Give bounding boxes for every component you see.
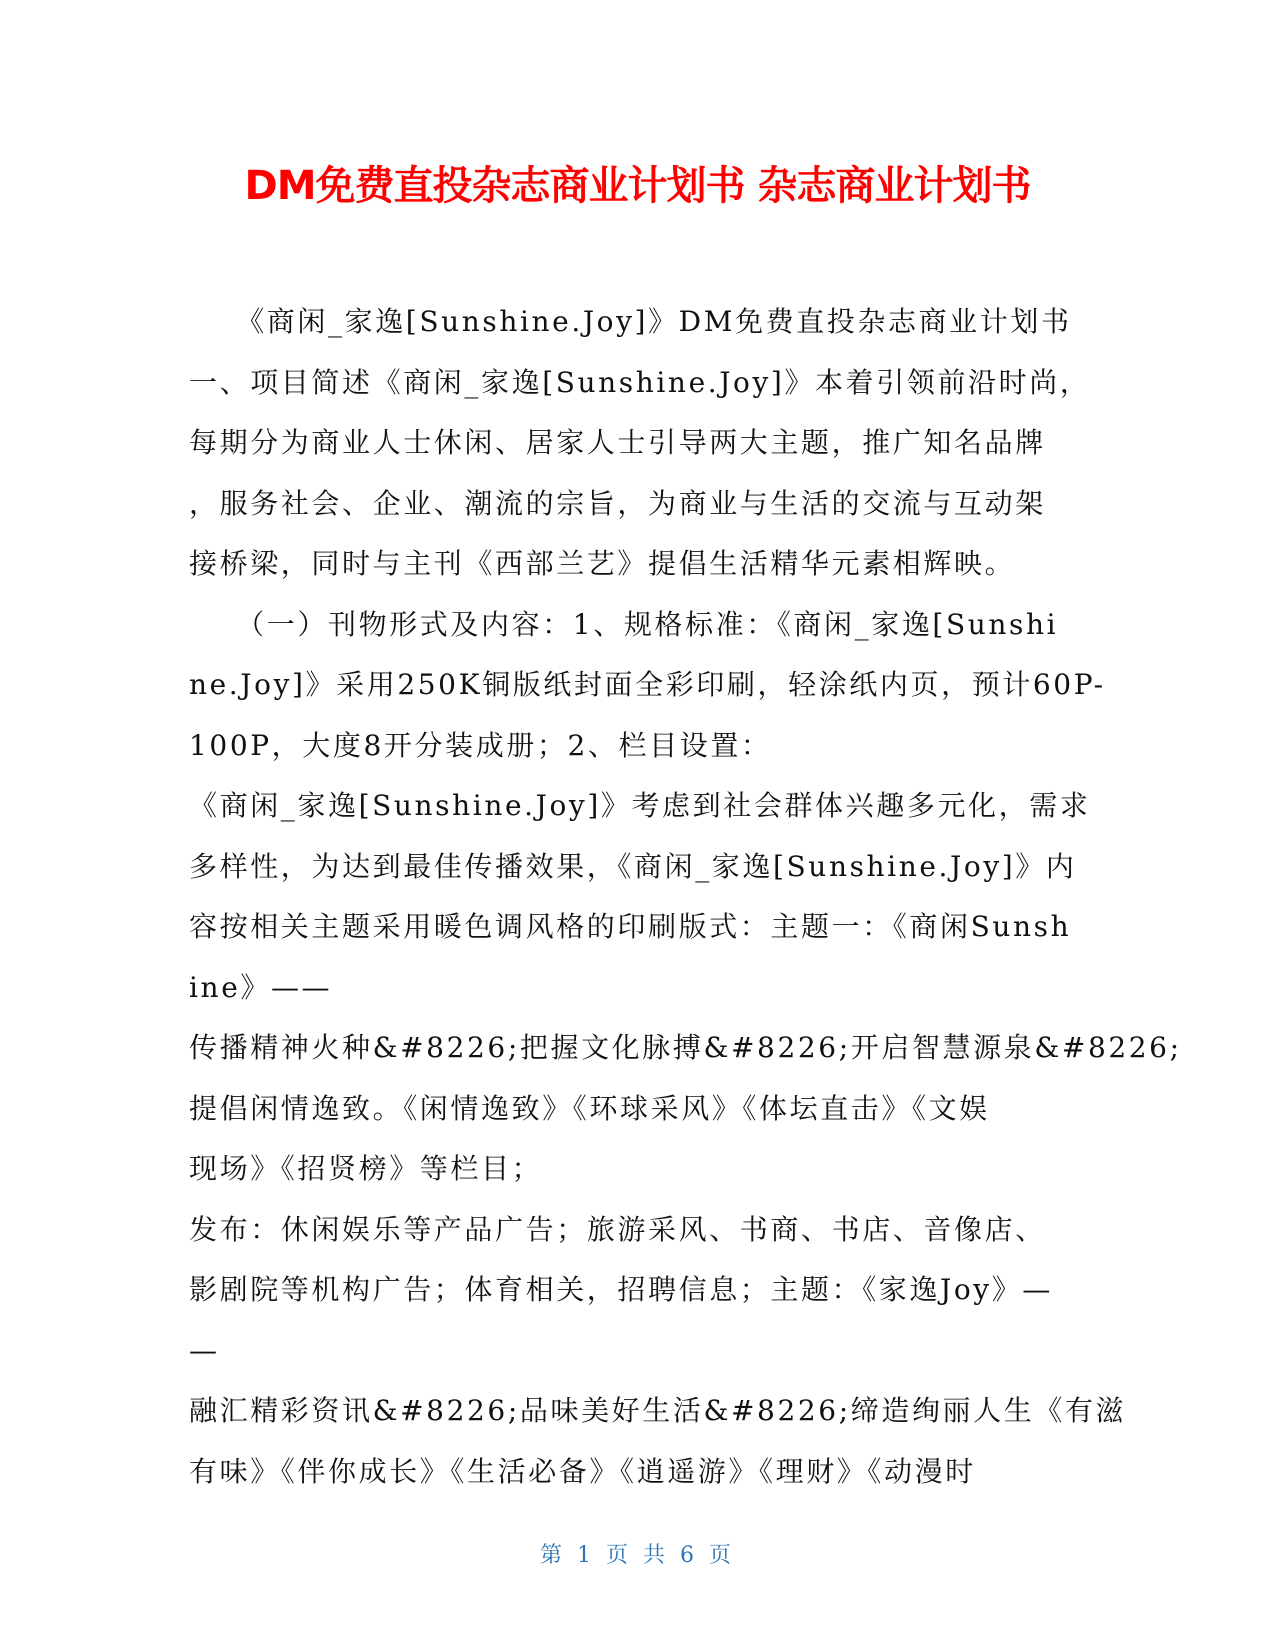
body-line: ne.Joy]》采用250K铜版纸封面全彩印刷，轻涂纸内页，预计60P- bbox=[189, 668, 1106, 701]
body-line: 提倡闲情逸致。《闲情逸致》《环球采风》《体坛直击》《文娱 bbox=[189, 1091, 990, 1125]
body-line: 有味》《伴你成长》《生活必备》《逍遥游》《理财》《动漫时 bbox=[189, 1454, 976, 1488]
body-line: 一、项目简述《商闲_家逸[Sunshine.Joy]》本着引领前沿时尚， bbox=[189, 365, 1091, 399]
body-line: ，服务社会、企业、潮流的宗旨，为商业与生活的交流与互动架 bbox=[189, 486, 1046, 520]
body-line: 《商闲_家逸[Sunshine.Joy]》考虑到社会群体兴趣多元化，需求 bbox=[189, 789, 1091, 822]
document-body bbox=[189, 292, 1182, 1502]
body-line: 传播精神火种&#8226;把握文化脉搏&#8226;开启智慧源泉&#8226; bbox=[189, 1031, 1182, 1064]
body-line: — bbox=[189, 1333, 220, 1367]
body-line: 影剧院等机构广告；体育相关，招聘信息；主题：《家逸Joy》— bbox=[189, 1273, 1053, 1306]
body-line: 现场》《招贤榜》等栏目； bbox=[189, 1152, 543, 1185]
body-line: 融汇精彩资讯&#8226;品味美好生活&#8226;缔造绚丽人生《有滋 bbox=[189, 1394, 1127, 1427]
body-line: 容按相关主题采用暖色调风格的印刷版式：主题一：《商闲Sunsh bbox=[189, 910, 1072, 943]
body-line: ine》—— bbox=[189, 970, 333, 1004]
body-line: 发布：休闲娱乐等产品广告；旅游采风、书商、书店、音像店、 bbox=[189, 1212, 1046, 1246]
body-line: （一）刊物形式及内容：1、规格标准：《商闲_家逸[Sunshi bbox=[189, 607, 1059, 641]
document-title: DM免费直投杂志商业计划书 杂志商业计划书 bbox=[244, 163, 1031, 209]
body-line: 每期分为商业人士休闲、居家人士引导两大主题，推广知名品牌 bbox=[189, 426, 1046, 459]
body-line: 接桥梁，同时与主刊《西部兰艺》提倡生活精华元素相辉映。 bbox=[189, 547, 1016, 580]
body-line: 多样性，为达到最佳传播效果，《商闲_家逸[Sunshine.Joy]》内 bbox=[189, 849, 1077, 883]
body-line: 《商闲_家逸[Sunshine.Joy]》DM免费直投杂志商业计划书 bbox=[189, 305, 1072, 338]
body-line: 100P，大度8开分装成册；2、栏目设置： bbox=[189, 728, 772, 762]
page-number-footer: 第 1 页 共 6 页 bbox=[540, 1543, 735, 1568]
